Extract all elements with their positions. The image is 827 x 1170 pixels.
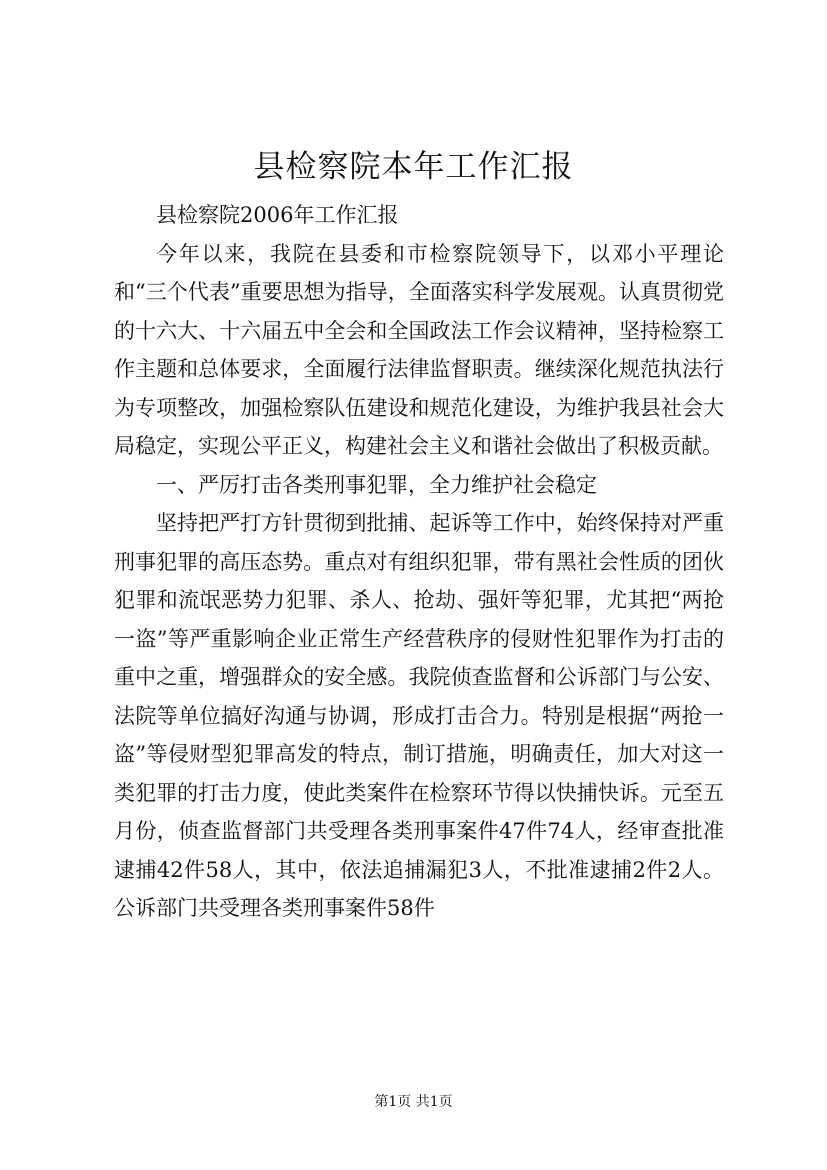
- document-title: 县检察院本年工作汇报: [253, 149, 574, 185]
- intro-paragraph: 今年以来，我院在县委和市检察院领导下，以邓小平理论和“三个代表”重要思想为指导，全面落实科学发展观。认真贯彻党的十六大、十六届五中全会和全国政法工作会议精神，坚持检察工作主题和总体要求，全面履行法律监督职责。继续深化规范执法行为专项整改，加强检察队伍建设和规范化建设，为维护我县社会大局稳定，实现公平正义，构建社会主义和谐社会做出了积极贡献。: [114, 241, 724, 458]
- page-footer: 第1页 共1页: [374, 1094, 453, 1110]
- document-body: [114, 196, 724, 928]
- section-body-paragraph: 坚持把严打方针贯彻到批捕、起诉等工作中，始终保持对严重刑事犯罪的高压态势。重点对有组织犯罪，带有黑社会性质的团伙犯罪和流氓恶势力犯罪、杀人、抢劫、强奸等犯罪，尤其把“两抢一盗”等严重影响企业正常生产经营秩序的侵财性犯罪作为打击的重中之重，增强群众的安全感。我院侦查监督和公诉部门与公安、法院等单位搞好沟通与协调，形成打击合力。特别是根据“两抢一盗”等侵财型犯罪高发的特点，制订措施，明确责任，加大对这一类犯罪的打击力度，使此类案件在检察环节得以快捕快诉。元至五月份，侦查监督部门共受理各类刑事案件47件74人，经审查批准逮捕42件58人，其中，依法追捕漏犯3人，不批准逮捕2件2人。公诉部门共受理各类刑事案件58件: [114, 511, 724, 920]
- report-subtitle-paragraph: 县检察院2006年工作汇报: [156, 203, 399, 227]
- section-heading: 一、严厉打击各类刑事犯罪，全力维护社会稳定: [156, 472, 597, 497]
